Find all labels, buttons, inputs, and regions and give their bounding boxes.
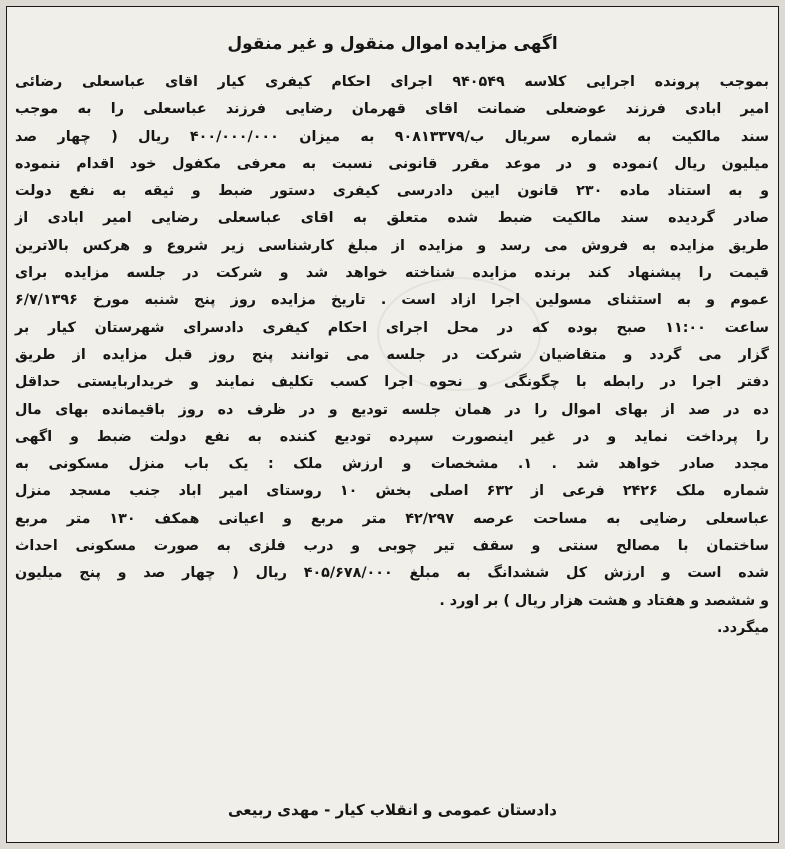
body-line: طریق مزایده به فروش می رسد و مزایده از مبلغ کارشناسی زیر شروع و هرکس بالاترین: [15, 237, 769, 254]
body-line: سند مالکیت به شماره سریال ب/۹۰۸۱۳۳۷۹ به میزان ۴۰۰/۰۰۰/۰۰۰ ریال ( چهار صد: [15, 128, 770, 145]
body-line: ساختمان با مصالح سنتی و سقف تیر چوبی و درب فلزی به صورت مسکونی احداث: [15, 538, 769, 555]
body-line: میلیون ریال )نموده و در موعد مقرر قانونی نسبت به معرفی مکفول خود اقدام ننموده: [15, 155, 769, 172]
body-line: بموجب پرونده اجرایی کلاسه ۹۴۰۵۴۹ اجرای احکام کیفری کیار اقای عباسعلی رضائی: [15, 74, 769, 90]
body-line: شده است و ارزش کل ششدانگ به مبلغ ۴۰۵/۶۷۸/۰۰۰ ریال ( چهار صد و پنج میلیون: [15, 565, 769, 582]
body-line: مجدد صادر خواهد شد . ۱. مشخصات و ارزش ملک : یک باب منزل مسکونی به: [15, 456, 769, 473]
body-line: و به استناد ماده ۲۳۰ قانون ایین دادرسی کیفری دستور ضبط و ثیقه به نفع دولت: [15, 183, 769, 200]
legal-notice: [6, 6, 779, 843]
body-line: را پرداخت نماید و در غیر اینصورت سپرده تودیع کننده به نفع دولت ضبط و اگهی: [15, 428, 769, 445]
body-line: میگردد.: [716, 619, 769, 636]
body-line: عموم و به استثنای مسولین اجرا ازاد است . تاریخ مزایده روز پنج شنبه مورخ ۶/۷/۱۳۹۶: [15, 292, 769, 309]
body-line: صادر گردیده سند مالکیت ضبط شده متعلق به اقای عباسعلی رضایی امیر ابادی از: [15, 210, 769, 227]
body-line: شماره ملک ۲۴۲۶ فرعی از ۶۳۲ اصلی بخش ۱۰ روستای امیر اباد جنب مسجد منزل: [15, 483, 769, 500]
body-line: دفتر اجرا در رابطه با چگونگی و نحوه اجرا کسب تکلیف نمایند و خریداربایستی حداقل: [15, 374, 769, 391]
body-line: قیمت را پیشنهاد کند برنده مزایده شناخته خواهد شد و شرکت در جلسه مزایده برای: [15, 265, 769, 282]
body-line: و ششصد و هفتاد و هشت هزار ریال ) بر اورد .: [439, 592, 769, 609]
body-line: ساعت ۱۱:۰۰ صبح بوده که در محل اجرای احکام کیفری دادسرای شهرستان کیار بر: [15, 319, 769, 336]
body-line: امیر ابادی فرزند عوضعلی ضمانت اقای قهرمان رضایی فرزند عباسعلی را به موجب: [15, 101, 769, 118]
body-line: عباسعلی رضایی به مساحت عرصه ۴۲/۲۹۷ متر مربع و اعیانی همکف ۱۳۰ متر مربع: [15, 510, 769, 527]
body-line: ده در صد از بهای اموال را در همان جلسه تودیع و در ظرف ده روز باقیمانده بهای مال: [15, 401, 769, 418]
notice-signature: دادستان عمومی و انقلاب کیار - مهدی ربیعی: [228, 801, 557, 819]
notice-title: اگهی مزایده اموال منقول و غیر منقول: [227, 34, 558, 54]
notice-body: [15, 69, 769, 642]
body-line: گزار می گردد و متقاضیان شرکت در جلسه می توانند پنج روز قبل مزایده از طریق: [15, 346, 769, 363]
